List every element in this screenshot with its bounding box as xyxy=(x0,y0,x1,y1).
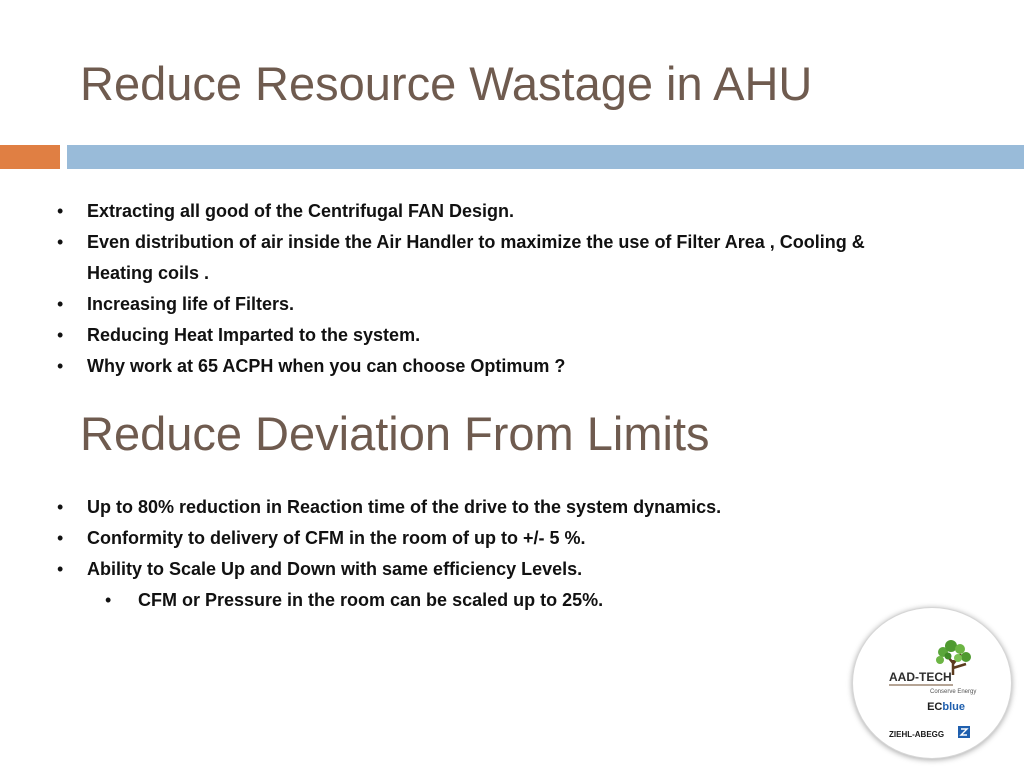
bullet-text: Conformity to delivery of CFM in the room of up to +/- 5 %. xyxy=(87,528,586,548)
logo-tagline-text: Conserve Energy xyxy=(930,689,977,695)
bullet-dot: • xyxy=(57,232,64,252)
bullet-text: Increasing life of Filters. xyxy=(87,294,295,314)
list-item xyxy=(57,289,887,320)
list-item xyxy=(57,523,887,554)
bullet-list-deviation-limits xyxy=(57,492,887,616)
bullet-dot: • xyxy=(57,497,64,517)
list-item xyxy=(57,196,887,227)
logo-artwork xyxy=(853,608,1011,758)
list-item xyxy=(57,227,887,289)
bullet-dot: • xyxy=(105,590,112,610)
section-title-deviation-limits: Reduce Deviation From Limits xyxy=(80,407,710,460)
bullet-dot: • xyxy=(57,559,64,579)
bullet-text: Ability to Scale Up and Down with same efficiency Levels. xyxy=(87,559,583,579)
bullet-text: Even distribution of air inside the Air Handler to maximize the use of Filter Area , Cooling & Heating coils . xyxy=(87,232,865,283)
bullet-dot: • xyxy=(57,201,64,221)
bullet-text: CFM or Pressure in the room can be scaled up to 25%. xyxy=(138,590,604,610)
bullet-text: Extracting all good of the Centrifugal FAN Design. xyxy=(87,201,515,221)
bullet-dot: • xyxy=(57,325,64,345)
list-item xyxy=(57,351,887,382)
logo-brand-text: AAD-TECH xyxy=(889,670,952,684)
list-item xyxy=(57,320,887,351)
bullet-list-resource-wastage xyxy=(57,196,887,382)
logo-ec-text: ECblue xyxy=(927,701,965,713)
company-logo-badge xyxy=(852,607,1012,759)
bullet-dot: • xyxy=(57,294,64,314)
accent-bar-orange xyxy=(0,145,60,169)
list-item xyxy=(57,554,887,585)
bullet-text: Up to 80% reduction in Reaction time of the drive to the system dynamics. xyxy=(87,497,722,517)
bullet-text: Why work at 65 ACPH when you can choose Optimum ? xyxy=(87,356,566,376)
sub-list-item xyxy=(57,585,887,616)
accent-bar-blue xyxy=(67,145,1024,169)
section-title-resource-wastage: Reduce Resource Wastage in AHU xyxy=(80,57,813,110)
logo-partner-text: ZIEHL-ABEGG xyxy=(889,730,945,739)
list-item xyxy=(57,492,887,523)
bullet-dot: • xyxy=(57,528,64,548)
bullet-text: Reducing Heat Imparted to the system. xyxy=(87,325,421,345)
bullet-dot: • xyxy=(57,356,64,376)
